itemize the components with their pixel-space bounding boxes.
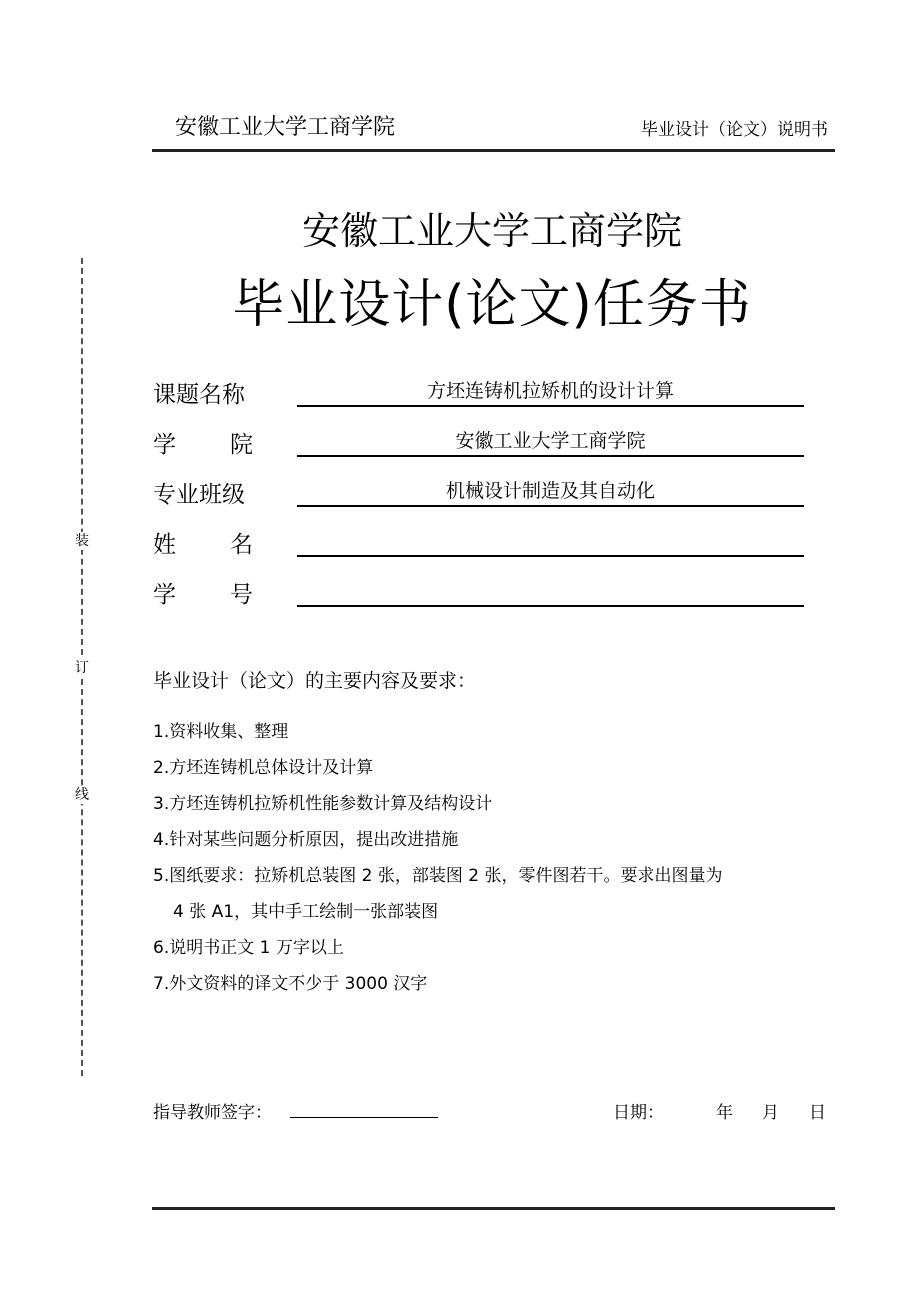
date-month-label: 月	[762, 1103, 779, 1123]
advisor-signature-label: 指导教师签字：	[153, 1103, 272, 1123]
field-label-student-id	[153, 576, 253, 609]
field-value-major-class: 机械设计制造及其自动化	[297, 477, 804, 507]
header-document-type: 毕业设计（论文）说明书	[641, 120, 828, 140]
requirement-item: 1.资料收集、整理	[153, 722, 289, 742]
title-school: 安徽工业大学工商学院	[301, 209, 682, 253]
date-day-label: 日	[809, 1103, 826, 1123]
field-label-char: 院	[230, 432, 253, 458]
field-label-text: 专业班级	[153, 482, 245, 508]
field-label-char: 学	[153, 432, 176, 458]
binding-char-xian: 线	[75, 787, 89, 803]
field-label-topic	[153, 376, 253, 409]
requirement-item-continuation: 4 张 A1，其中手工绘制一张部装图	[173, 902, 439, 922]
footer-rule	[152, 1207, 835, 1210]
title-task-book: 毕业设计(论文)任务书	[232, 275, 752, 335]
requirement-item: 5.图纸要求：拉矫机总装图 2 张，部装图 2 张，零件图若干。要求出图量为	[153, 866, 723, 886]
field-label-college	[153, 426, 253, 459]
field-label-major-class	[153, 476, 253, 509]
date-year-label: 年	[716, 1103, 733, 1123]
field-value-college: 安徽工业大学工商学院	[297, 427, 804, 457]
advisor-signature-line	[290, 1117, 438, 1118]
requirement-item: 3.方坯连铸机拉矫机性能参数计算及结构设计	[153, 794, 493, 814]
field-label-text: 课题名称	[153, 382, 245, 408]
requirement-item: 7.外文资料的译文不少于 3000 汉字	[153, 974, 428, 994]
field-label-char: 姓	[153, 532, 176, 558]
field-label-name	[153, 526, 253, 559]
field-value-name	[297, 527, 804, 557]
field-value-topic: 方坯连铸机拉矫机的设计计算	[297, 377, 804, 407]
requirement-item: 2.方坯连铸机总体设计及计算	[153, 758, 374, 778]
binding-char-ding: 订	[75, 660, 89, 676]
requirement-item: 4.针对某些问题分析原因，提出改进措施	[153, 830, 459, 850]
binding-char-zhuang: 装	[75, 533, 89, 549]
field-label-char: 号	[230, 582, 253, 608]
header-school-name: 安徽工业大学工商学院	[175, 115, 396, 140]
requirement-item: 6.说明书正文 1 万字以上	[153, 938, 344, 958]
date-label: 日期：	[613, 1103, 664, 1123]
field-label-char: 名	[230, 532, 253, 558]
requirements-heading: 毕业设计（论文）的主要内容及要求：	[153, 670, 477, 692]
field-value-student-id	[297, 577, 804, 607]
field-label-char: 学	[153, 582, 176, 608]
header-rule	[152, 149, 835, 152]
